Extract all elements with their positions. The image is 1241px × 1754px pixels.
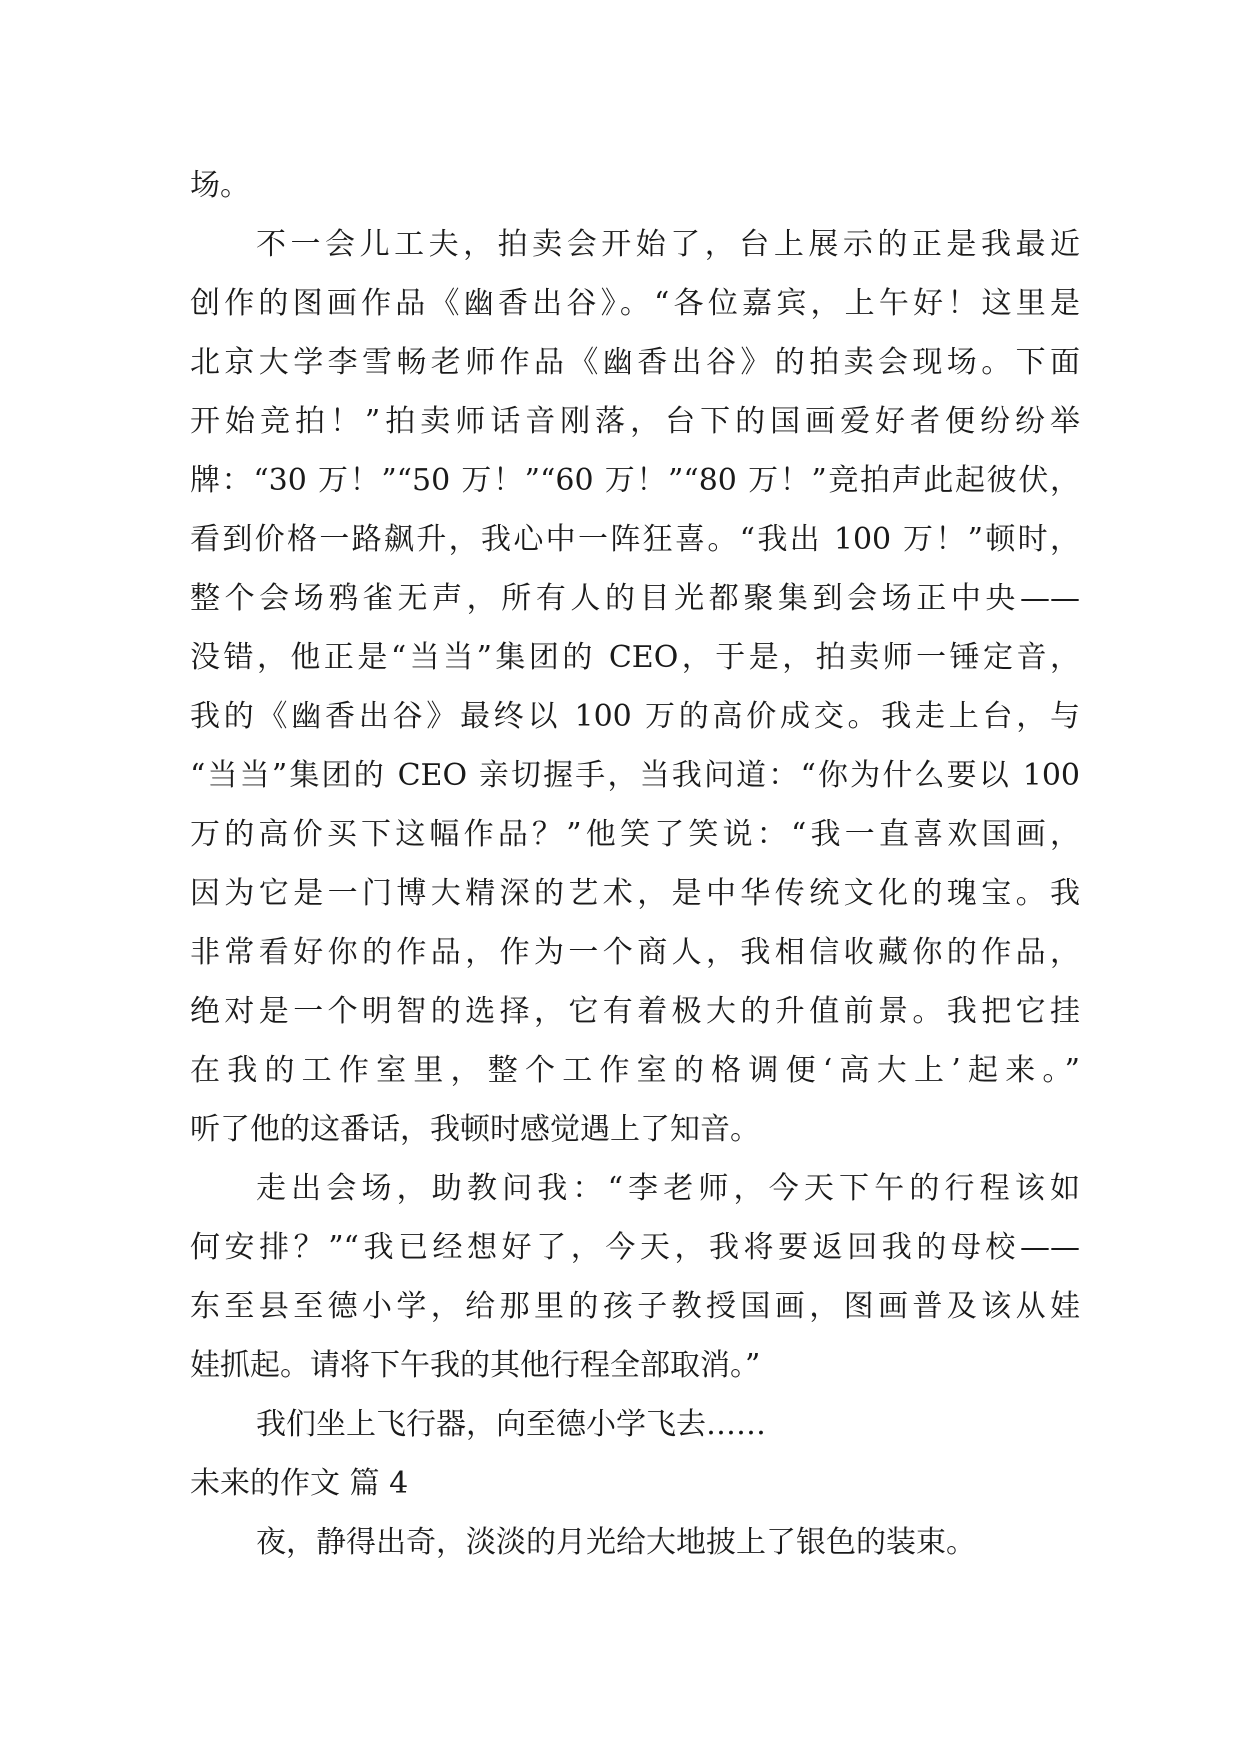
text-line: 走出会场，助教问我：“李老师，今天下午的行程该如	[256, 1171, 1080, 1206]
text-line: 在我的工作室里，整个工作室的格调便‘高大上’起来。”	[190, 1053, 1080, 1088]
text-line: 娃抓起。请将下午我的其他行程全部取消。”	[190, 1348, 761, 1383]
text-line: 我们坐上飞行器，向至德小学飞去……	[256, 1407, 766, 1442]
text-line: 东至县至德小学，给那里的孩子教授国画，图画普及该从娃	[190, 1289, 1080, 1324]
text-line: 因为它是一门博大精深的艺术，是中华传统文化的瑰宝。我	[190, 876, 1080, 911]
text-line: “当当”集团的 CEO 亲切握手，当我问道：“你为什么要以 100	[190, 758, 1080, 793]
text-line: 不一会儿工夫，拍卖会开始了，台上展示的正是我最近	[256, 227, 1080, 262]
text-line: 万的高价买下这幅作品？”他笑了笑说：“我一直喜欢国画，	[190, 817, 1080, 852]
text-line: 非常看好你的作品，作为一个商人，我相信收藏你的作品，	[190, 935, 1080, 970]
text-line: 创作的图画作品《幽香出谷》。“各位嘉宾，上午好！这里是	[190, 286, 1080, 321]
document-body	[190, 156, 1080, 1572]
text-line: 开始竞拍！”拍卖师话音刚落，台下的国画爱好者便纷纷举	[190, 404, 1080, 439]
paragraph-lines	[190, 156, 1080, 1454]
section-heading: 未来的作文 篇 4	[190, 1466, 409, 1501]
text-line: 绝对是一个明智的选择，它有着极大的升值前景。我把它挂	[190, 994, 1080, 1029]
text-line: 听了他的这番话，我顿时感觉遇上了知音。	[190, 1112, 760, 1147]
text-line: 场。	[190, 168, 250, 203]
text-line: 我的《幽香出谷》最终以 100 万的高价成交。我走上台，与	[190, 699, 1080, 734]
text-line: 看到价格一路飙升，我心中一阵狂喜。“我出 100 万！”顿时，	[190, 522, 1080, 557]
text-line: 北京大学李雪畅老师作品《幽香出谷》的拍卖会现场。下面	[190, 345, 1080, 380]
text-line: 牌：“30 万！”“50 万！”“60 万！”“80 万！”竞拍声此起彼伏，	[190, 463, 1080, 498]
text-line: 何安排？”“我已经想好了，今天，我将要返回我的母校——	[190, 1230, 1080, 1265]
closing-line: 夜，静得出奇，淡淡的月光给大地披上了银色的装束。	[256, 1525, 976, 1560]
text-line: 没错，他正是“当当”集团的 CEO，于是，拍卖师一锤定音，	[190, 640, 1080, 675]
text-line: 整个会场鸦雀无声，所有人的目光都聚集到会场正中央——	[190, 581, 1080, 616]
